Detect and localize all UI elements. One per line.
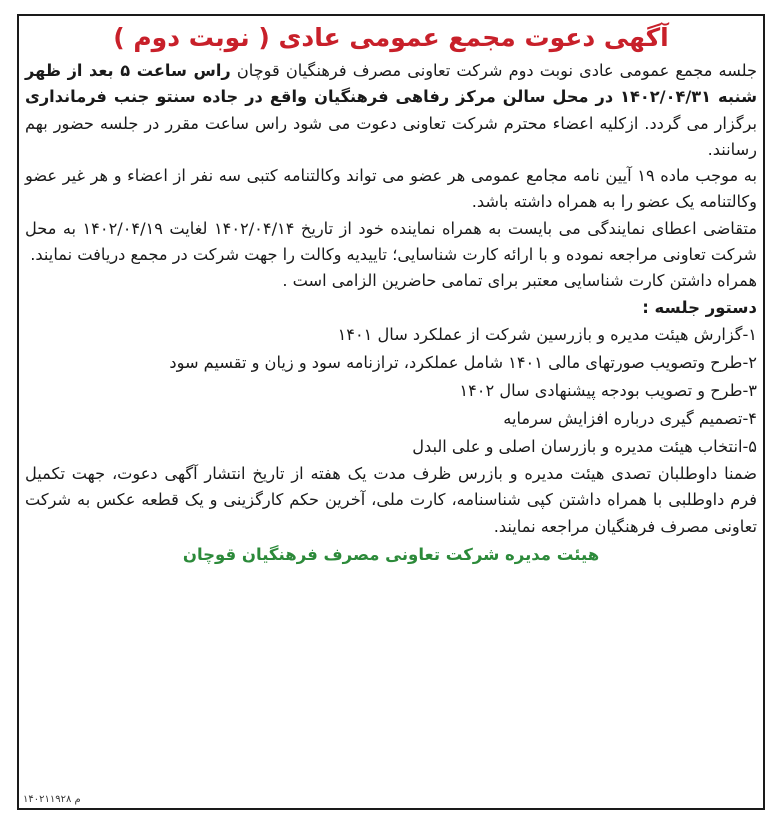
notice-title: آگهی دعوت مجمع عمومی عادی ( نوبت دوم ) (113, 23, 669, 52)
agenda-title: دستور جلسه : (642, 297, 757, 317)
intro-paragraph (25, 58, 757, 295)
agenda-item: ۱-گزارش هیئت مدیره و بازرسین شرکت از عملکرد سال ۱۴۰۱ (337, 324, 757, 344)
notice-frame (17, 14, 765, 810)
meeting-time-place: راس ساعت ۵ بعد از ظهر شنبه ۱۴۰۲/۰۴/۳۱ در محل سالن مرکز رفاهی فرهنگیان واقع در جاده سنتو جنب فرمانداری (25, 61, 757, 107)
agenda-list (25, 321, 757, 461)
candidates-paragraph (25, 461, 757, 540)
board-signature: هیئت مدیره شرکت تعاونی مصرف فرهنگیان قوچان (182, 544, 600, 564)
notice-body (25, 20, 757, 802)
intro-text: جلسه مجمع عمومی عادی نوبت دوم شرکت تعاونی مصرف فرهنگیان قوچان (230, 61, 758, 80)
proxy-rule: به موجب ماده ۱۹ آیین نامه مجامع عمومی هر عضو می تواند وکالتنامه کتبی سه نفر از اعضاء و هر غیر عضو وکالتنامه یک عضو را به همراه داشته باشد. (25, 166, 757, 212)
agenda-item: ۲-طرح وتصویب صورتهای مالی ۱۴۰۱ شامل عملکرد، ترازنامه سود و زیان و تقسیم سود (169, 352, 757, 372)
id-requirement: همراه داشتن کارت شناسایی معتبر برای تمامی حاضرین الزامی است . (282, 271, 757, 291)
agenda-item: ۵-انتخاب هیئت مدیره و بازرسان اصلی و علی البدل (412, 436, 757, 456)
representation-paragraph: متقاضی اعطای نمایندگی می بایست به همراه نماینده خود از تاریخ ۱۴۰۲/۰۴/۱۴ لغایت ۱۴۰۲/۰۴/۱۹ به محل شرکت تعاونی مراجعه نموده و با ارائه کارت شناسایی؛ تاییدیه وکالت را جهت شرکت در مجمع دریافت نمایند. (25, 218, 757, 265)
candidates-text: ضمنا داوطلبان تصدی هیئت مدیره و بازرس ظرف مدت یک هفته از تاریخ انتشار آگهی دعوت، جهت تکمیل فرم داوطلبی با همراه داشتن کپی شناسنامه، کارت ملی، آخرین حکم کارگزینی و یک قطعه عکس به شرکت تعاونی مصرف فرهنگیان مراجعه نمایند. (25, 463, 757, 536)
notice-code: م ۱۴۰۲۱۱۹۲۸ (23, 794, 81, 805)
agenda-item: ۴-تصمیم گیری درباره افزایش سرمایه (503, 408, 757, 428)
agenda-item: ۳-طرح و تصویب بودجه پیشنهادی سال ۱۴۰۲ (459, 380, 757, 400)
intro-invitation: برگزار می گردد. ازکلیه اعضاء محترم شرکت تعاونی دعوت می شود راس ساعت مقرر در جلسه حضور بهم رسانند. (25, 113, 757, 159)
